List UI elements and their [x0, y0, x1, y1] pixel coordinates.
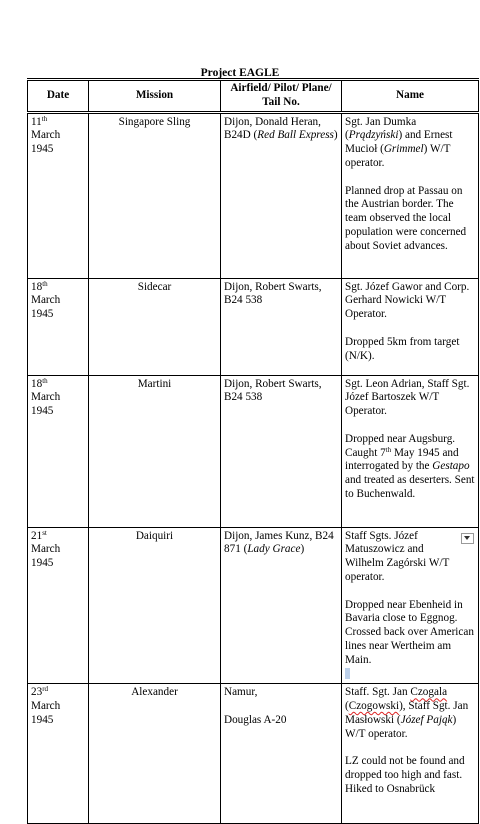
crew-paragraph	[345, 116, 475, 171]
organization-name: Gestapo	[432, 460, 470, 473]
date-suffix: st	[42, 528, 47, 537]
airfield-cell	[221, 112, 342, 278]
header-airfield: Airfield/ Pilot/ Plane/ Tail No.	[221, 80, 342, 113]
crew-text: Staff. Sgt. Jan	[345, 686, 411, 699]
table-row	[28, 112, 479, 278]
date-suffix: th	[42, 279, 48, 288]
airfield-cell: Dijon, Robert Swarts, B24 538	[221, 375, 342, 527]
notes-paragraph: Planned drop at Passau on the Austrian border. The team observed the local population were concerned about Soviet advances.	[345, 184, 467, 252]
date-suffix: th	[385, 445, 392, 454]
date-day: 21	[31, 529, 43, 542]
text-cursor-marker	[345, 668, 350, 679]
mission-cell: Singapore Sling	[89, 112, 221, 278]
header-date: Date	[28, 80, 89, 113]
date-day: 23	[31, 686, 43, 699]
airfield-text: Dijon, James Kunz, B24 871 (	[224, 529, 334, 556]
airfield-text: )	[300, 543, 305, 556]
date-month: March	[31, 294, 61, 307]
notes-text: and treated as deserters. Sent to Buchenwald.	[345, 474, 475, 500]
header-name: Name	[342, 80, 479, 113]
date-month: March	[31, 700, 61, 713]
date-year: 1945	[31, 405, 54, 418]
crew-text: ), Staff Sgt. Jan Masłowski (	[345, 700, 469, 726]
notes-text: Dropped near Augsburg. Caught 7	[345, 432, 456, 459]
name-cell	[342, 527, 479, 684]
crew-text: (	[345, 700, 349, 713]
date-suffix: th	[41, 114, 48, 123]
crew-text: ) and Ernest Mucioł (	[345, 129, 453, 156]
table-row	[28, 375, 479, 527]
crew-text: ) W/T operator.	[345, 713, 457, 740]
mission-cell: Daiquiri	[89, 527, 221, 684]
date-day: 18	[31, 280, 43, 293]
notes-paragraph	[345, 599, 475, 682]
plane-name: Lady Grace	[247, 543, 301, 556]
crew-paragraph: Sgt. Józef Gawor and Corp. Gerhard Nowicki W/T Operator.	[345, 280, 470, 321]
table-row	[28, 278, 479, 375]
date-year: 1945	[31, 557, 54, 570]
date-year: 1945	[31, 713, 54, 726]
airfield-text: Namur,	[224, 686, 258, 699]
crew-paragraph: Staff Sgts. Józef Matuszowicz and Wilhelm Zagórski W/T operator.	[345, 529, 450, 583]
date-cell	[28, 527, 89, 684]
date-suffix: rd	[42, 685, 49, 694]
name-cell	[342, 278, 479, 375]
crew-paragraph	[345, 686, 475, 741]
date-year: 1945	[31, 308, 54, 321]
table-row	[28, 527, 479, 684]
name-cell	[342, 112, 479, 278]
spellcheck-word[interactable]: Czogala	[410, 686, 448, 699]
date-cell	[28, 112, 89, 278]
date-day: 18	[31, 377, 43, 390]
date-month: March	[31, 543, 61, 556]
document-title: Project EAGLE	[200, 67, 280, 79]
table-header-row	[28, 80, 479, 113]
date-month: March	[31, 129, 61, 142]
codename: Prądzyński	[348, 129, 399, 142]
name-cell	[342, 375, 479, 527]
airfield-cell: Dijon, Robert Swarts, B24 538	[221, 278, 342, 375]
notes-paragraph: LZ could not be found and dropped too high and fast. Hiked to Osnabrück	[345, 755, 465, 795]
crew-paragraph: Sgt. Leon Adrian, Staff Sgt. Józef Bartoszek W/T Operator.	[345, 377, 470, 418]
crew-text: ) W/T operator.	[345, 143, 451, 169]
date-day: 11	[31, 115, 42, 128]
date-month: March	[31, 391, 61, 404]
missions-table	[27, 78, 479, 824]
spellcheck-word[interactable]: Czogowski	[348, 700, 400, 713]
codename: Józef Pająk	[400, 713, 453, 726]
date-year: 1945	[31, 143, 54, 156]
notes-text: Dropped near Ebenheid in Bavaria close to Eggnog. Crossed back over American lines near Wertheim am Main.	[345, 598, 474, 666]
mission-cell: Alexander	[89, 684, 221, 824]
dropdown-arrow-icon[interactable]	[461, 533, 474, 544]
date-suffix: th	[42, 376, 48, 385]
airfield-text: Dijon, Donald Heran, B24D (	[224, 115, 321, 142]
airfield-cell	[221, 527, 342, 684]
mission-cell: Sidecar	[89, 278, 221, 375]
plane-text: Douglas A-20	[224, 713, 287, 726]
name-cell	[342, 684, 479, 824]
crew-text: Sgt. Jan Dumka (	[345, 115, 417, 142]
table-row	[28, 684, 479, 824]
notes-text: May 1945 and interrogated by the	[345, 446, 459, 473]
date-cell	[28, 684, 89, 824]
mission-cell: Martini	[89, 375, 221, 527]
codename: Grimmel	[383, 143, 424, 156]
plane-name: Red Ball Express	[257, 129, 334, 142]
header-mission: Mission	[89, 80, 221, 113]
date-cell	[28, 278, 89, 375]
notes-paragraph	[345, 433, 475, 502]
date-cell	[28, 375, 89, 527]
airfield-cell	[221, 684, 342, 824]
airfield-text: )	[333, 129, 338, 142]
notes-paragraph: Dropped 5km from target (N/K).	[345, 335, 460, 362]
